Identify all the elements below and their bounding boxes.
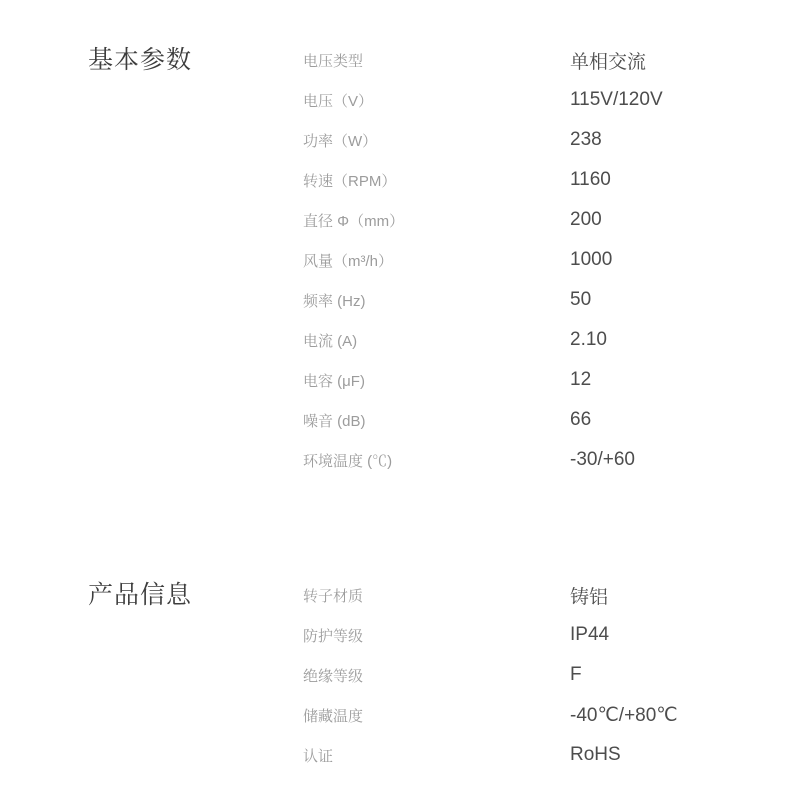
spec-label: 频率 (Hz) — [303, 292, 366, 310]
spec-label: 直径 Φ（mm） — [303, 212, 405, 230]
spec-value: 238 — [570, 129, 602, 150]
spec-value: 铸铝 — [570, 586, 609, 608]
spec-row — [303, 40, 800, 80]
section-product-info — [0, 575, 800, 775]
spec-label: 转速（RPM） — [303, 172, 397, 190]
spec-row — [303, 735, 800, 775]
spec-label: 环境温度 (℃) — [303, 452, 393, 470]
spec-row — [303, 615, 800, 655]
spec-value: 12 — [570, 369, 592, 390]
spec-row — [303, 655, 800, 695]
spec-value: RoHS — [570, 744, 621, 765]
spec-value: -30/+60 — [570, 449, 635, 470]
spec-row — [303, 280, 800, 320]
spec-label: 电流 (A) — [303, 332, 358, 350]
spec-row — [303, 160, 800, 200]
spec-row — [303, 200, 800, 240]
spec-label: 储藏温度 — [303, 707, 364, 725]
spec-rows-basic-parameters — [303, 40, 800, 480]
section-title-basic-parameters: 基本参数 — [88, 46, 193, 74]
spec-row — [303, 400, 800, 440]
spec-label: 转子材质 — [303, 587, 364, 605]
spec-row — [303, 575, 800, 615]
spec-label: 功率（W） — [303, 132, 378, 150]
spec-rows-product-info — [303, 575, 800, 775]
spec-label: 防护等级 — [303, 627, 364, 645]
spec-value: 1160 — [570, 169, 611, 190]
spec-value: 50 — [570, 289, 592, 310]
spec-row — [303, 695, 800, 735]
spec-row — [303, 360, 800, 400]
spec-label: 噪音 (dB) — [303, 412, 366, 430]
spec-label: 电压（V） — [303, 92, 374, 110]
spec-value: 66 — [570, 409, 592, 430]
spec-row — [303, 440, 800, 480]
spec-label: 绝缘等级 — [303, 667, 364, 685]
spec-row — [303, 120, 800, 160]
spec-row — [303, 80, 800, 120]
spec-value: 1000 — [570, 249, 613, 270]
spec-label: 电容 (μF) — [303, 372, 365, 390]
spec-value: 200 — [570, 209, 602, 230]
spec-value: -40℃/+80℃ — [570, 704, 678, 726]
spec-label: 电压类型 — [303, 52, 364, 70]
spec-row — [303, 320, 800, 360]
section-title-product-info: 产品信息 — [88, 581, 193, 609]
spec-value: 单相交流 — [570, 51, 647, 73]
spec-label: 认证 — [303, 747, 334, 765]
section-basic-parameters — [0, 40, 800, 480]
spec-value: 2.10 — [570, 329, 607, 350]
spec-value: F — [570, 664, 582, 685]
spec-label: 风量（m³/h） — [303, 252, 394, 270]
spec-value: IP44 — [570, 624, 610, 645]
spec-value: 115V/120V — [570, 89, 663, 110]
spec-row — [303, 240, 800, 280]
